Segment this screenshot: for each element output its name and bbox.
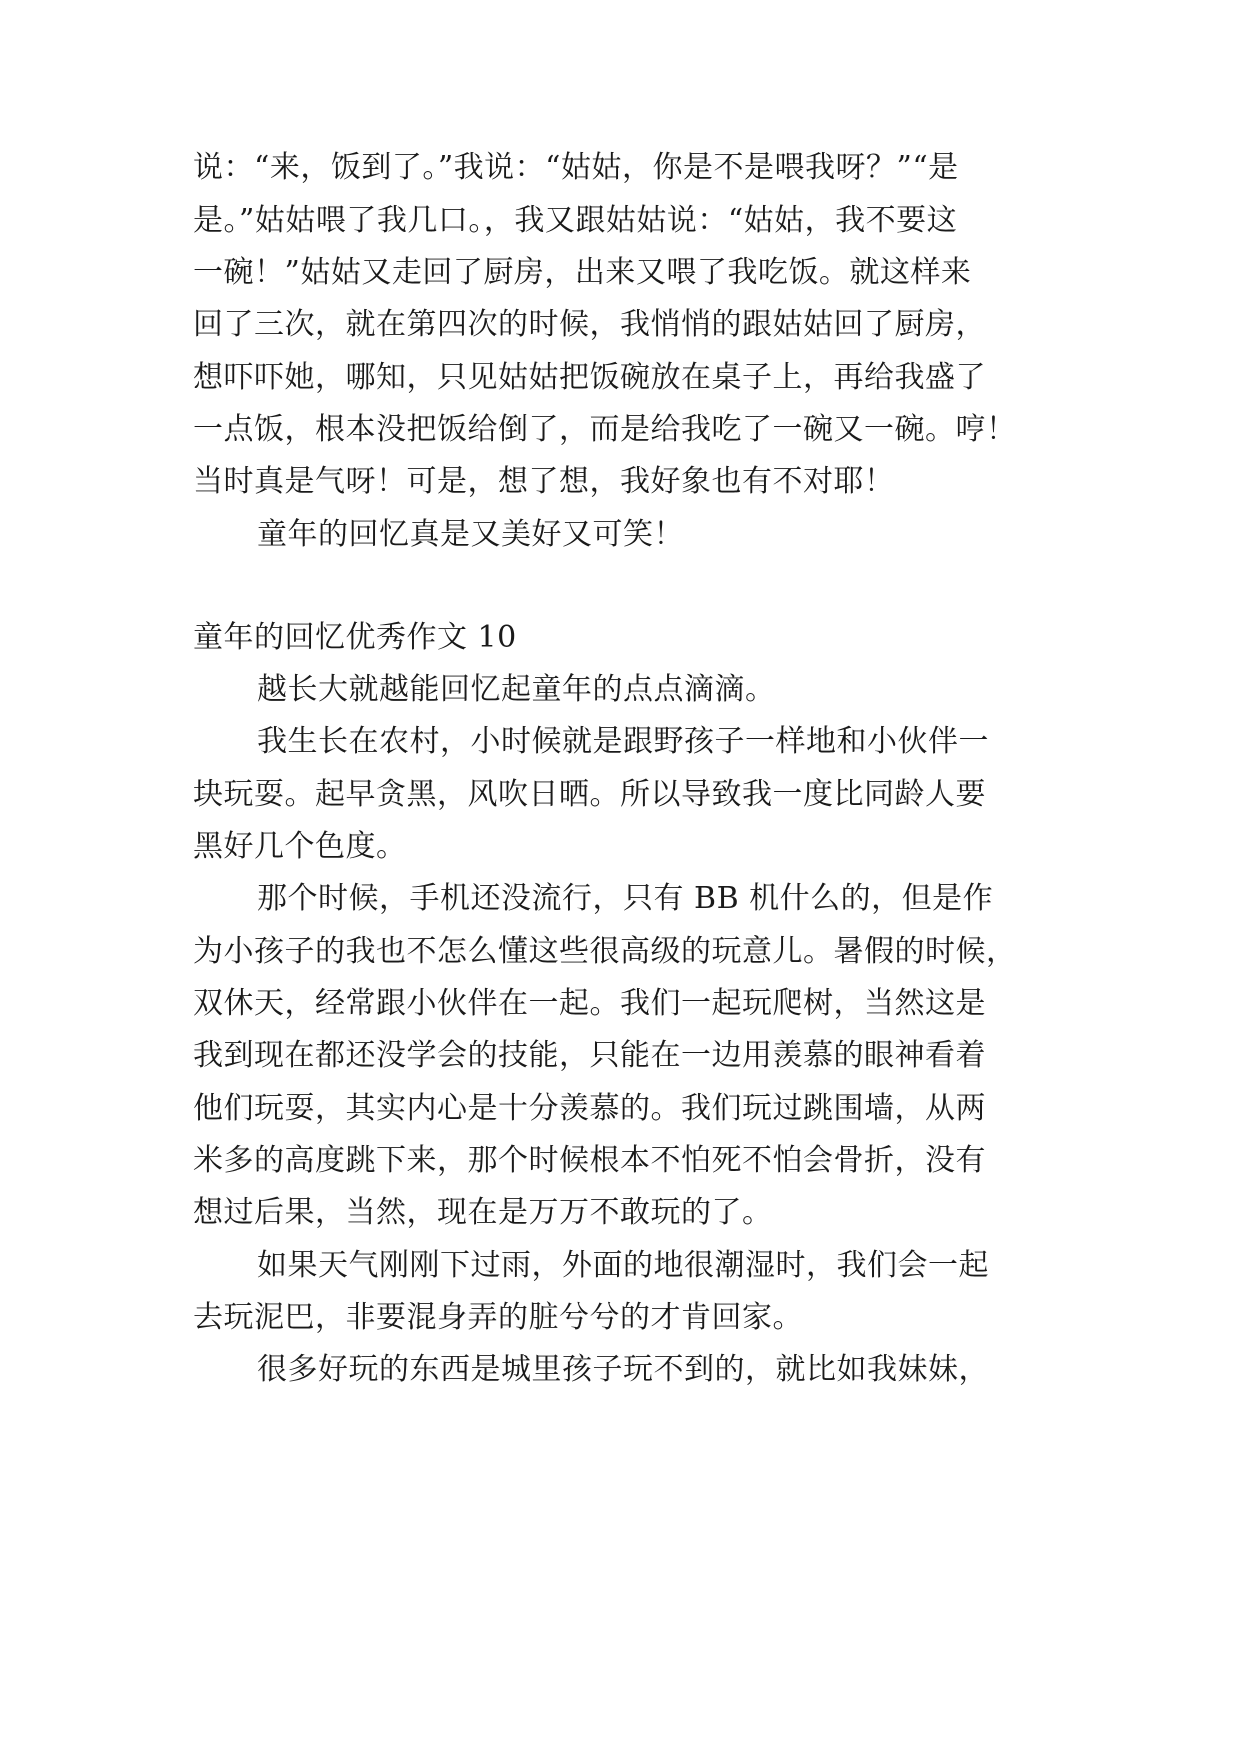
paragraph-line: 为小孩子的我也不怎么懂这些很高级的玩意儿。暑假的时候， bbox=[193, 934, 1017, 969]
paragraph-line: 去玩泥巴，非要混身弄的脏兮兮的才肯回家。 bbox=[193, 1300, 803, 1335]
paragraph-line: 越长大就越能回忆起童年的点点滴滴。 bbox=[257, 672, 776, 707]
section-title: 童年的回忆优秀作文 10 bbox=[193, 620, 517, 655]
paragraph-line: 他们玩耍，其实内心是十分羡慕的。我们玩过跳围墙，从两 bbox=[193, 1091, 986, 1126]
text-line: 一碗！”姑姑又走回了厨房，出来又喂了我吃饭。就这样来 bbox=[193, 255, 972, 290]
paragraph-line: 那个时候，手机还没流行，只有 BB 机什么的，但是作 bbox=[257, 881, 994, 916]
text-line: 说：“来，饭到了。”我说：“姑姑，你是不是喂我呀？”“是 bbox=[193, 150, 959, 185]
text-line: 想吓吓她，哪知，只见姑姑把饭碗放在桌子上，再给我盛了 bbox=[193, 360, 986, 395]
paragraph-line: 如果天气刚刚下过雨，外面的地很潮湿时，我们会一起 bbox=[257, 1248, 989, 1283]
text-line: 是。”姑姑喂了我几口。，我又跟姑姑说：“姑姑，我不要这 bbox=[193, 203, 958, 238]
paragraph-line: 我到现在都还没学会的技能，只能在一边用羡慕的眼神看着 bbox=[193, 1038, 986, 1073]
closing-line: 童年的回忆真是又美好又可笑！ bbox=[257, 517, 684, 552]
paragraph-line: 想过后果，当然，现在是万万不敢玩的了。 bbox=[193, 1195, 773, 1230]
paragraph-line: 双休天，经常跟小伙伴在一起。我们一起玩爬树，当然这是 bbox=[193, 986, 986, 1021]
text-line: 一点饭，根本没把饭给倒了，而是给我吃了一碗又一碗。哼！ bbox=[193, 412, 1017, 447]
paragraph-line: 块玩耍。起早贪黑，风吹日晒。所以导致我一度比同龄人要 bbox=[193, 777, 986, 812]
text-line: 当时真是气呀！可是，想了想，我好象也有不对耶！ bbox=[193, 464, 895, 499]
paragraph-line: 黑好几个色度。 bbox=[193, 829, 407, 864]
text-line: 回了三次，就在第四次的时候，我悄悄的跟姑姑回了厨房， bbox=[193, 307, 986, 342]
paragraph-line: 很多好玩的东西是城里孩子玩不到的，就比如我妹妹， bbox=[257, 1352, 989, 1387]
paragraph-line: 我生长在农村，小时候就是跟野孩子一样地和小伙伴一 bbox=[257, 724, 989, 759]
paragraph-line: 米多的高度跳下来，那个时候根本不怕死不怕会骨折，没有 bbox=[193, 1143, 986, 1178]
